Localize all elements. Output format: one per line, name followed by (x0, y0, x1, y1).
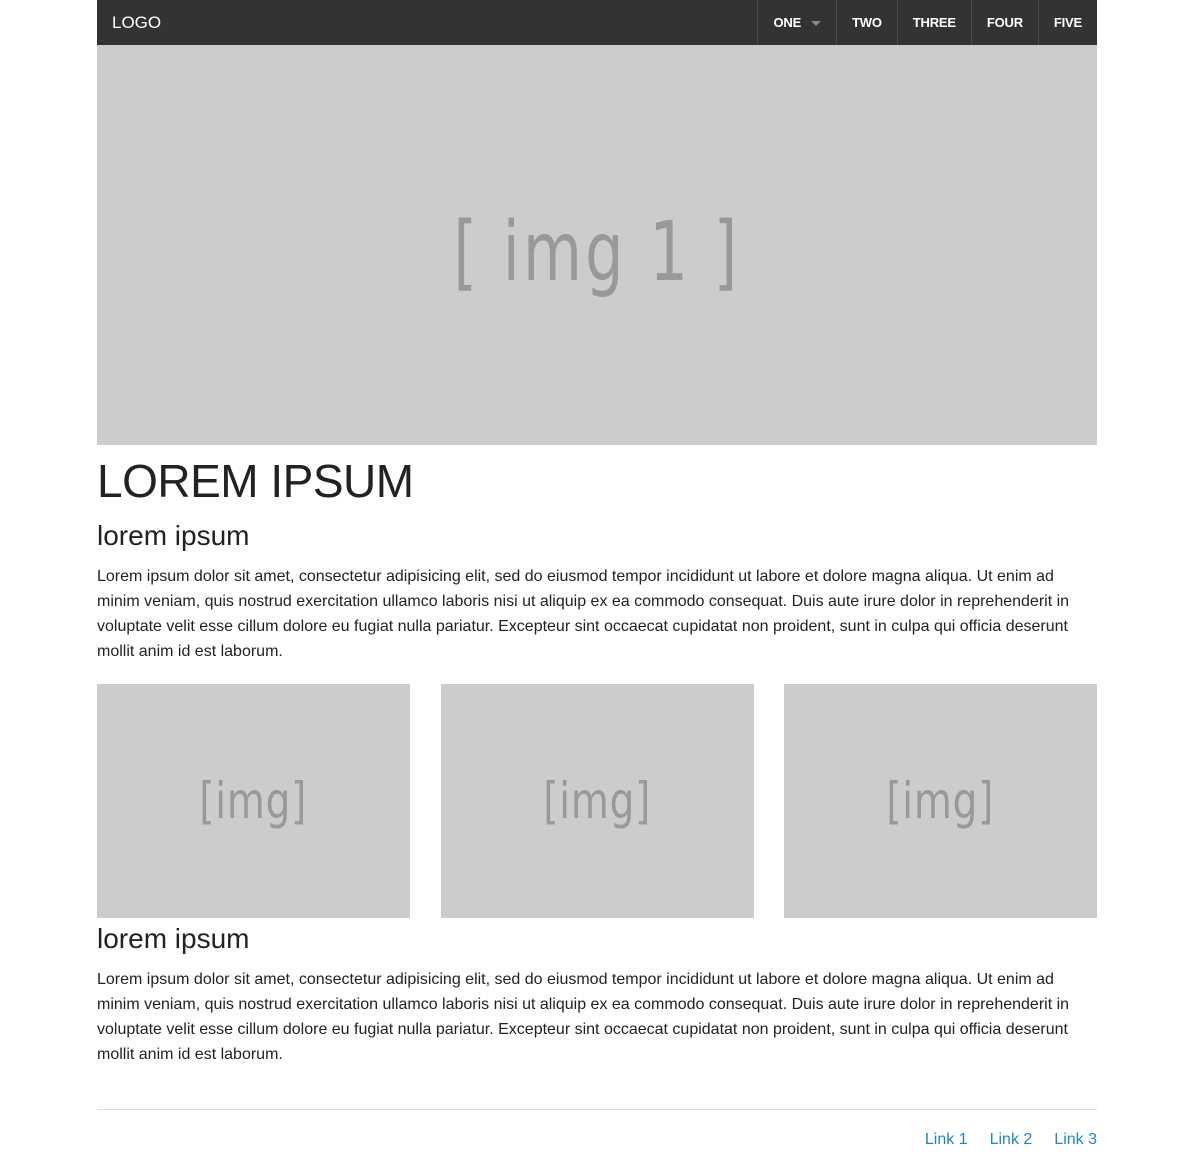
section-heading: lorem ipsum (97, 520, 250, 551)
hero-image-placeholder (97, 45, 1097, 445)
section-paragraph: Lorem ipsum dolor sit amet, consectetur adipisicing elit, sed do eiusmod tempor incididunt ut labore et dolore magna aliqua. Ut enim ad minim veniam, quis nostrud exercitation ullamco laboris nisi ut aliquip ex ea commodo consequat. Duis aute irure dolor in reprehenderit in voluptate velit esse cillum dolore eu fugiat nulla pariatur. Excepteur sint occaecat cupidatat non proident, sunt in culpa qui officia deserunt mollit anim id est laborum. (97, 971, 1070, 1063)
nav-item-five[interactable]: FIVE (1038, 0, 1097, 45)
thumbnail-placeholder-text: [img] (199, 772, 308, 830)
nav-item-one[interactable] (757, 0, 836, 45)
nav-item-three[interactable]: THREE (897, 0, 971, 45)
thumbnail-image-placeholder (97, 684, 410, 918)
thumbnail-image-placeholder (441, 684, 754, 918)
page-title: LOREM IPSUM (97, 455, 414, 507)
section-paragraph: Lorem ipsum dolor sit amet, consectetur adipisicing elit, sed do eiusmod tempor incididunt ut labore et dolore magna aliqua. Ut enim ad minim veniam, quis nostrud exercitation ullamco laboris nisi ut aliquip ex ea commodo consequat. Duis aute irure dolor in reprehenderit in voluptate velit esse cillum dolore eu fugiat nulla pariatur. Excepteur sint occaecat cupidatat non proident, sunt in culpa qui officia deserunt mollit anim id est laborum. (97, 568, 1070, 660)
thumbnail-placeholder-text: [img] (543, 772, 651, 830)
top-navbar (97, 0, 1097, 45)
footer-link-3[interactable]: Link 3 (1054, 1131, 1097, 1148)
thumbnail-image-placeholder (784, 684, 1097, 918)
page (97, 0, 1097, 1149)
footer (97, 1109, 1097, 1149)
section-heading: lorem ipsum (97, 923, 250, 954)
footer-link-2[interactable]: Link 2 (989, 1131, 1033, 1148)
nav-item-two[interactable]: TWO (836, 0, 897, 45)
hero-placeholder-text: [ img 1 ] (453, 204, 741, 300)
thumbnail-placeholder-text: [img] (886, 772, 995, 830)
footer-link-1[interactable]: Link 1 (924, 1131, 968, 1148)
nav-item-four[interactable]: FOUR (971, 0, 1038, 45)
thumbnail-row (97, 684, 1097, 918)
nav-item-one-label: ONE (773, 15, 802, 30)
main-nav (757, 0, 1097, 45)
chevron-down-icon (811, 21, 821, 26)
logo[interactable]: LOGO (112, 13, 162, 32)
